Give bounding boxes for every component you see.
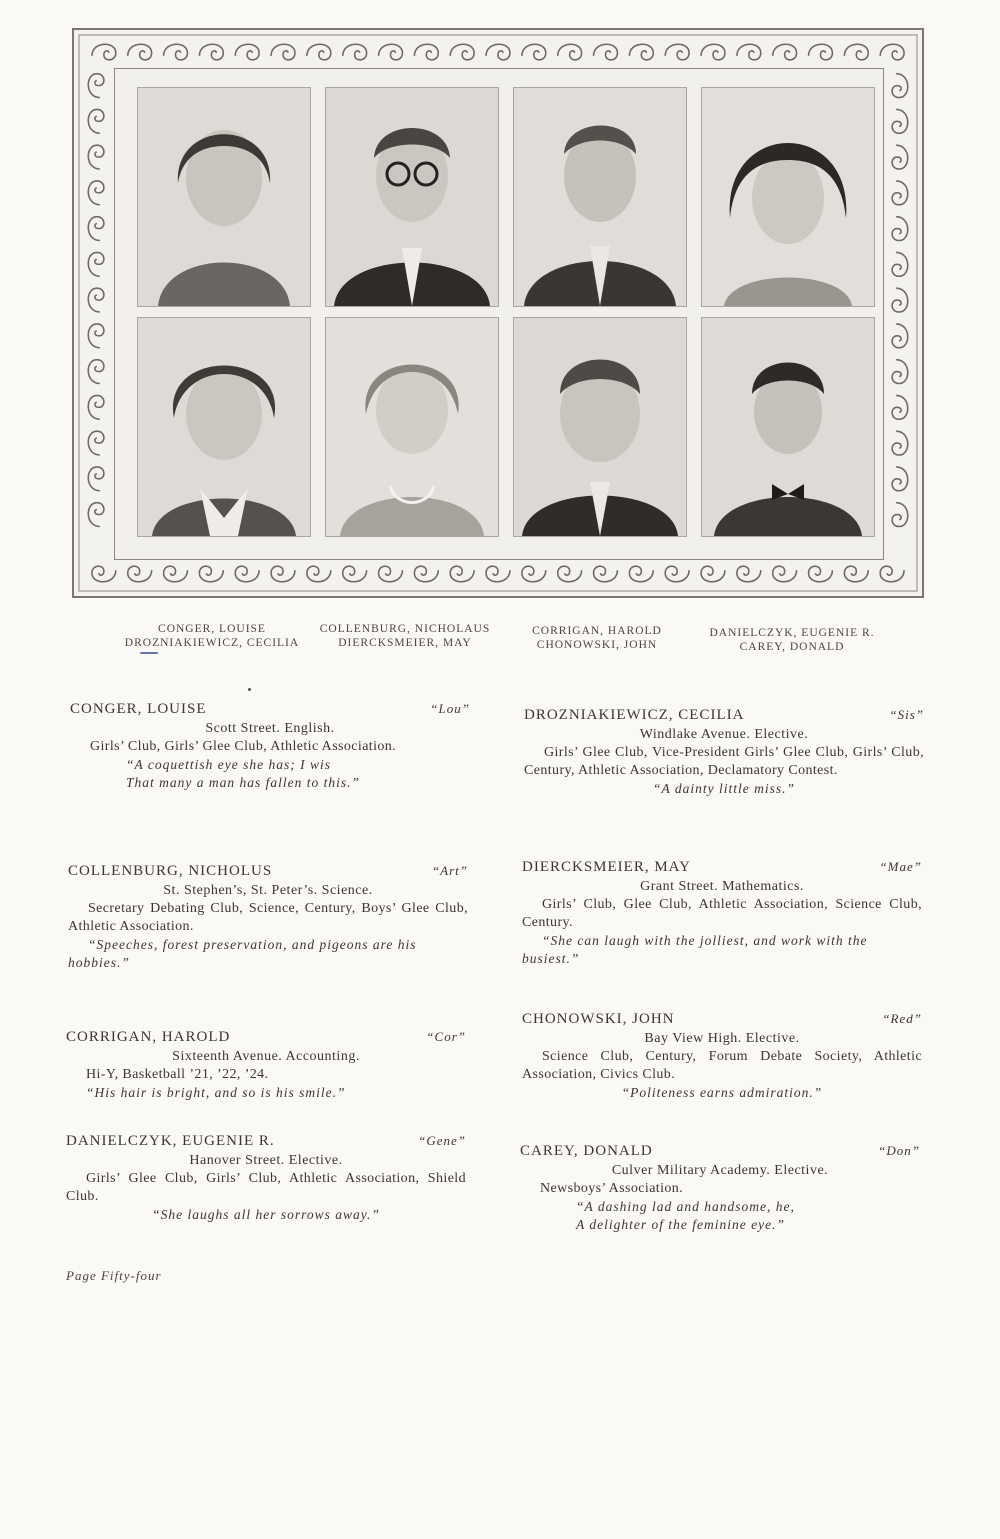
scroll-ornament <box>844 566 868 582</box>
scroll-ornament <box>271 566 295 582</box>
scroll-ornament <box>486 566 510 582</box>
scroll-ornament <box>892 288 908 312</box>
portrait-corrigan-harold <box>513 87 687 307</box>
entry-quote: “His hair is bright, and so is his smile.” <box>86 1085 346 1100</box>
entry-conger-louise <box>70 700 470 792</box>
entry-name: DROZNIAKIEWICZ, CECILIA <box>524 707 745 723</box>
scroll-ornament <box>892 252 908 276</box>
entry-activities: Hi-Y, Basketball ’21, ’22, ’24. <box>86 1067 269 1082</box>
scroll-ornament <box>235 566 259 582</box>
caption-column-1 <box>116 622 308 650</box>
portrait-conger-louise <box>137 87 311 307</box>
scroll-ornament <box>128 44 152 60</box>
portrait-carey-donald <box>701 317 875 537</box>
caption-line: CHONOWSKI, JOHN <box>536 639 658 651</box>
entry-danielczyk-eugenie <box>66 1132 466 1224</box>
caption-line: CONGER, LOUISE <box>158 623 266 635</box>
scroll-ornament <box>629 566 653 582</box>
entry-address: Culver Military Academy. Elective. <box>611 1163 829 1178</box>
scroll-ornament <box>486 44 510 60</box>
scroll-ornament <box>594 44 618 60</box>
scroll-ornament <box>199 566 223 582</box>
caption-line: DIERCKSMEIER, MAY <box>338 637 472 649</box>
entry-quote <box>520 1198 920 1234</box>
entry-name: CAREY, DONALD <box>520 1143 653 1159</box>
scroll-ornament <box>558 44 582 60</box>
ink-mark <box>140 652 158 654</box>
entry-name: DIERCKSMEIER, MAY <box>522 859 691 875</box>
scroll-ornament <box>594 566 618 582</box>
scroll-ornament <box>880 566 904 582</box>
scroll-ornament <box>701 44 725 60</box>
scroll-ornament <box>88 74 104 98</box>
scroll-ornament <box>737 44 761 60</box>
scroll-ornament <box>773 566 797 582</box>
scroll-ornament <box>773 44 797 60</box>
entry-nickname: “Cor” <box>426 1029 466 1044</box>
caption-column-4 <box>694 626 890 654</box>
entry-activities: Girls’ Glee Club, Girls’ Club, Athletic Association, Shield Club. <box>66 1171 466 1204</box>
scroll-ornament <box>88 324 104 348</box>
page-number: Page Fifty-four <box>66 1268 162 1283</box>
scroll-ornament <box>701 566 725 582</box>
scroll-ornament <box>343 44 367 60</box>
entry-quote: “Speeches, forest preservation, and pigeons are his hobbies.” <box>68 937 417 970</box>
entry-activities: Girls’ Club, Girls’ Glee Club, Athletic Association. <box>90 739 397 754</box>
scroll-ornament <box>450 44 474 60</box>
scroll-ornament <box>88 288 104 312</box>
entry-address: Bay View High. Elective. <box>644 1031 800 1046</box>
entry-nickname: “Mae” <box>879 859 922 874</box>
caption-line: DROZNIAKIEWICZ, CECILIA <box>124 637 300 649</box>
scroll-ornament <box>307 44 331 60</box>
scroll-ornament <box>164 566 188 582</box>
entry-name: DANIELCZYK, EUGENIE R. <box>66 1133 275 1149</box>
entry-activities: Secretary Debating Club, Science, Century, Boys’ Glee Club, Athletic Association. <box>68 901 468 934</box>
caption-line: CORRIGAN, HAROLD <box>532 625 662 637</box>
portrait-danielczyk-eugenie <box>701 87 875 307</box>
scroll-ornament <box>199 44 223 60</box>
scroll-ornament <box>414 44 438 60</box>
scroll-ornament <box>892 109 908 133</box>
portrait-drozniakiewicz-cecilia <box>137 317 311 537</box>
scroll-ornament <box>522 566 546 582</box>
scroll-ornament <box>558 566 582 582</box>
scroll-ornament <box>629 44 653 60</box>
scroll-ornament <box>892 503 908 527</box>
entry-nickname: “Gene” <box>418 1133 466 1148</box>
caption-line: COLLENBURG, NICHOLAUS <box>319 623 491 635</box>
scroll-ornament <box>892 145 908 169</box>
entry-address: Scott Street. English. <box>205 721 335 736</box>
scroll-ornament <box>844 44 868 60</box>
quote-line: “A dashing lad and handsome, he, <box>576 1199 795 1214</box>
entry-collenburg-nicholus <box>68 862 468 972</box>
scroll-ornament <box>892 74 908 98</box>
entry-chonowski-john <box>522 1010 922 1102</box>
scroll-ornament <box>88 109 104 133</box>
scroll-ornament <box>88 360 104 384</box>
entry-address: Sixteenth Avenue. Accounting. <box>172 1049 360 1064</box>
scroll-ornament <box>128 566 152 582</box>
caption-line: DANIELCZYK, EUGENIE R. <box>709 627 875 639</box>
scroll-ornament <box>665 44 689 60</box>
scroll-ornament <box>235 44 259 60</box>
ink-dot <box>248 688 251 691</box>
entry-quote: “Politeness earns admiration.” <box>621 1085 823 1100</box>
caption-column-3 <box>516 624 678 652</box>
entry-quote <box>70 756 470 792</box>
entry-nickname: “Red” <box>882 1011 922 1026</box>
scroll-ornament <box>88 145 104 169</box>
scroll-ornament <box>892 360 908 384</box>
quote-line: “A coquettish eye she has; I wis <box>126 757 331 772</box>
portrait-collenburg-nicholaus <box>325 87 499 307</box>
scroll-ornament <box>92 44 116 60</box>
scroll-ornament <box>892 324 908 348</box>
entry-activities: Girls’ Club, Glee Club, Athletic Association, Science Club, Century. <box>522 897 922 930</box>
entry-nickname: “Sis” <box>889 707 924 722</box>
entry-name: CONGER, LOUISE <box>70 701 207 717</box>
scroll-ornament <box>809 566 833 582</box>
scroll-ornament <box>892 467 908 491</box>
scroll-ornament <box>307 566 331 582</box>
quote-line: A delighter of the feminine eye.” <box>576 1217 785 1232</box>
entry-quote: “A dainty little miss.” <box>652 781 795 796</box>
scroll-ornament <box>892 431 908 455</box>
entry-address: Hanover Street. Elective. <box>189 1153 343 1168</box>
entry-nickname: “Art” <box>431 863 468 878</box>
portrait-chonowski-john <box>513 317 687 537</box>
scroll-ornament <box>88 395 104 419</box>
scroll-ornament <box>665 566 689 582</box>
scroll-ornament <box>892 217 908 241</box>
entry-name: CORRIGAN, HAROLD <box>66 1029 231 1045</box>
entry-nickname: “Don” <box>878 1143 920 1158</box>
caption-line: CAREY, DONALD <box>739 641 845 653</box>
entry-nickname: “Lou” <box>430 701 470 716</box>
scroll-ornament <box>522 44 546 60</box>
quote-line: That many a man has fallen to this.” <box>126 775 361 790</box>
scroll-ornament <box>88 252 104 276</box>
entry-quote: “She can laugh with the jolliest, and work with the busiest.” <box>522 933 868 966</box>
entry-activities: Science Club, Century, Forum Debate Society, Athletic Association, Civics Club. <box>522 1049 922 1082</box>
entry-drozniakiewicz-cecilia <box>524 706 924 798</box>
scroll-ornament <box>379 566 403 582</box>
scroll-ornament <box>271 44 295 60</box>
scroll-ornament <box>737 566 761 582</box>
entry-address: St. Stephen’s, St. Peter’s. Science. <box>163 883 373 898</box>
scroll-ornament <box>343 566 367 582</box>
entry-carey-donald <box>520 1142 920 1234</box>
entry-name: COLLENBURG, NICHOLUS <box>68 863 273 879</box>
scroll-ornament <box>880 44 904 60</box>
scroll-ornament <box>414 566 438 582</box>
portrait-dierksmeier-may <box>325 317 499 537</box>
entry-activities: Girls’ Glee Club, Vice-President Girls’ Glee Club, Girls’ Club, Century, Athletic Association, Declamatory Contest. <box>524 745 924 778</box>
scroll-ornament <box>450 566 474 582</box>
entry-quote: “She laughs all her sorrows away.” <box>152 1207 380 1222</box>
scroll-ornament <box>809 44 833 60</box>
scroll-ornament <box>88 181 104 205</box>
photo-grid <box>114 68 884 560</box>
caption-column-2 <box>308 622 502 650</box>
entry-address: Windlake Avenue. Elective. <box>639 727 809 742</box>
photo-frame <box>72 28 924 598</box>
scroll-ornament <box>164 44 188 60</box>
entry-corrigan-harold <box>66 1028 466 1102</box>
entry-dierksmeier-may <box>522 858 922 968</box>
entry-address: Grant Street. Mathematics. <box>640 879 804 894</box>
scroll-ornament <box>88 431 104 455</box>
scroll-ornament <box>92 566 116 582</box>
scroll-ornament <box>88 217 104 241</box>
scroll-ornament <box>88 467 104 491</box>
entry-activities: Newsboys’ Association. <box>540 1181 684 1196</box>
scroll-ornament <box>892 181 908 205</box>
scroll-ornament <box>88 503 104 527</box>
scroll-ornament <box>892 395 908 419</box>
scroll-ornament <box>379 44 403 60</box>
entry-name: CHONOWSKI, JOHN <box>522 1011 675 1027</box>
